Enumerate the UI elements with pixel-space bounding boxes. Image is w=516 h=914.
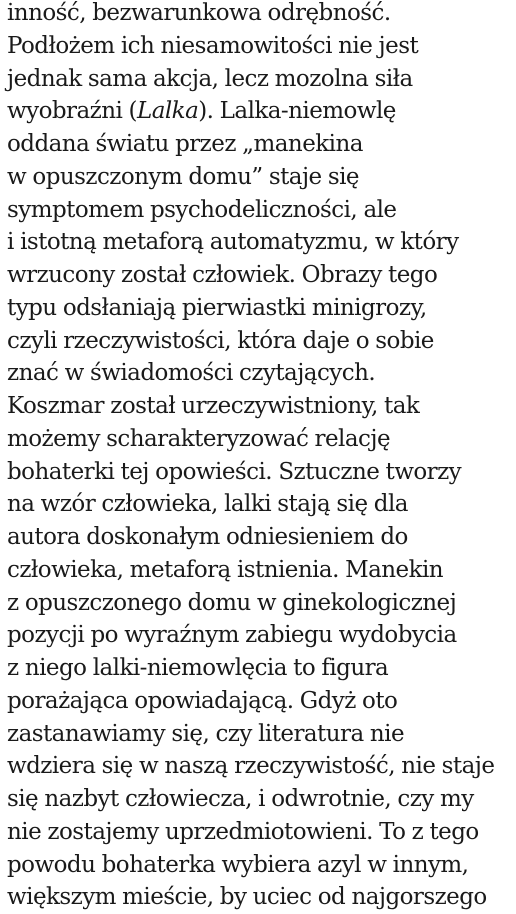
text-line: Koszmar został urzeczywistniony, tak — [7, 393, 420, 419]
text-line: autora doskonałym odniesieniem do — [7, 524, 408, 550]
text-line: Podłożem ich niesamowitości nie jest — [7, 32, 419, 59]
text-line: powodu bohaterka wybiera azyl w innym, — [7, 851, 469, 878]
text-line: z opuszczonego domu w ginekologicznej — [7, 589, 457, 616]
text-line: zastanawiamy się, czy literatura nie — [7, 720, 405, 747]
book-title: Lalka — [136, 98, 199, 125]
text-line: czyli rzeczywistości, która daje o sobie — [7, 327, 434, 354]
text-line: i istotną metaforą automatyzmu, w który — [7, 229, 459, 256]
text-line: bohaterki tej opowieści. Sztuczne tworzy — [7, 458, 462, 485]
text-line: oddana światu przez „manekina — [7, 131, 363, 157]
text-line: większym mieście, by uciec od najgorszego — [7, 884, 487, 911]
text-segment: ). Lalka-niemowlę — [198, 98, 396, 125]
text-segment: wyobraźni ( — [7, 98, 137, 125]
text-line: się nazbyt człowiecza, i odwrotnie, czy my — [7, 786, 474, 812]
text-line: inność, bezwarunkowa odrębność. — [7, 0, 391, 26]
text-line: nie zostajemy uprzedmiotowieni. To z tego — [7, 818, 479, 845]
text-line: możemy scharakteryzować relację — [7, 425, 391, 452]
body-text — [7, 0, 512, 914]
text-line: z niego lalki-niemowlęcia to figura — [7, 655, 389, 681]
text-line: na wzór człowieka, lalki stają się dla — [7, 491, 408, 518]
text-line — [7, 95, 512, 128]
text-line: znać w świadomości czytających. — [7, 360, 376, 387]
text-line: wrzucony został człowiek. Obrazy tego — [7, 262, 438, 288]
text-line: jednak sama akcja, lecz mozolna siła — [7, 65, 413, 92]
text-line: w opuszczonym domu” staje się — [7, 163, 359, 190]
text-line: wdziera się w naszą rzeczywistość, nie staje — [7, 753, 495, 780]
text-line: porażająca opowiadającą. Gdyż oto — [7, 687, 398, 714]
text-line: typu odsłaniają pierwiastki minigrozy, — [7, 294, 427, 321]
text-line: człowieka, metaforą istnienia. Manekin — [7, 556, 444, 583]
text-line: pozycji po wyraźnym zabiegu wydobycia — [7, 622, 457, 649]
text-line: symptomem psychodeliczności, ale — [7, 196, 397, 223]
